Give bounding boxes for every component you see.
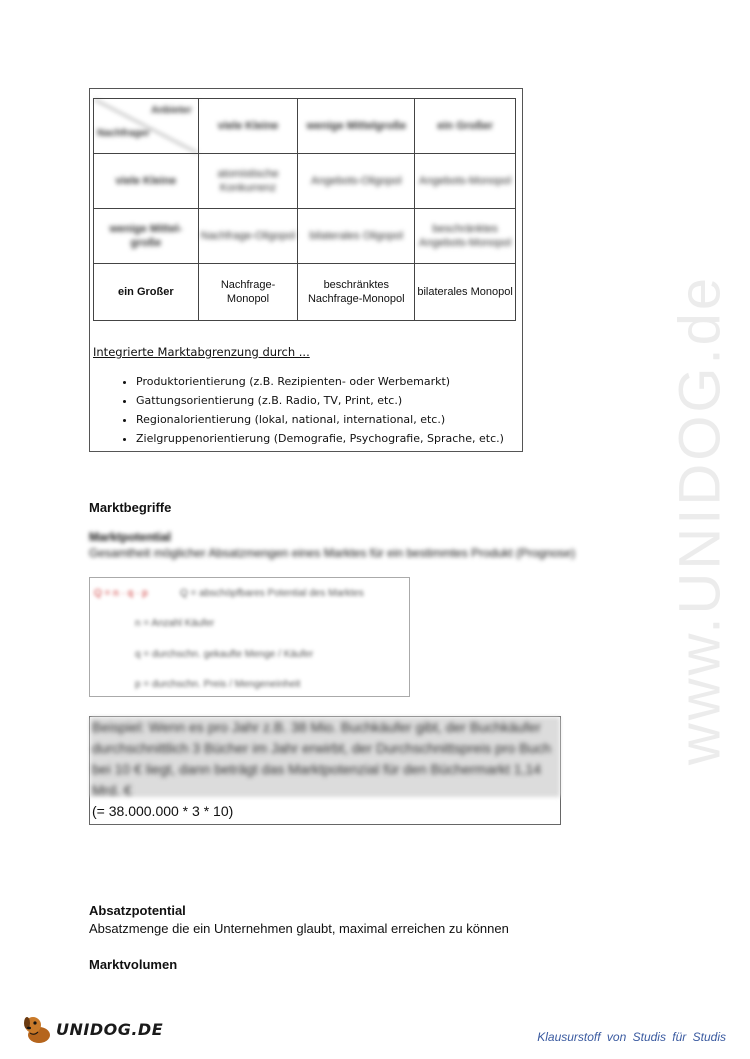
column-header: wenige Mittelgroße: [298, 99, 415, 154]
absatzpotential-text: Absatzmenge die ein Unternehmen glaubt, maximal erreichen zu können: [89, 921, 509, 936]
list-item: • Gattungsorientierung (z.B. Radio, TV, Print, etc.): [136, 391, 504, 410]
table-row: [94, 264, 516, 321]
formula-definition: q = durchschn. gekaufte Menge / Käufer: [135, 649, 314, 660]
table-header-row: [94, 99, 516, 154]
table-row: [94, 154, 516, 209]
integrated-heading: Integrierte Marktabgrenzung durch ...: [93, 345, 310, 359]
column-header: ein Großer: [415, 99, 516, 154]
example-text: Beispiel: Wenn es pro Jahr z.B. 38 Mio. Buchkäufer gibt, der Buchkäufer durchschnittlich 3 Bücher im Jahr erwirbt, der Durchschnittspreis pro Buch bei 10 € liegt, dann beträgt das Marktpotenzial für den Büchermarkt 1,14 Mrd. €: [92, 719, 552, 798]
table-cell: Angebots-Oligopol: [298, 154, 415, 209]
header-anbieter: Anbieter: [151, 105, 192, 116]
table-cell: Nachfrage-Monopol: [198, 264, 298, 321]
table-cell: Angebots-Monopol: [415, 154, 516, 209]
table-cell: atomistische Konkurrenz: [198, 154, 298, 209]
row-header: viele Kleine: [94, 154, 199, 209]
table-row: [94, 209, 516, 264]
table-cell: Nachfrage-Oligopol: [198, 209, 298, 264]
table-cell: bilaterales Monopol: [415, 264, 516, 321]
header-nachfrager: Nachfrager: [97, 128, 150, 139]
list-item: • Produktorientierung (z.B. Rezipienten- oder Werbemarkt): [136, 372, 504, 391]
example-box: [89, 716, 561, 825]
dog-icon: [22, 1013, 54, 1045]
row-header: wenige Mittel-große: [94, 209, 199, 264]
bullet-list: [116, 372, 504, 448]
marktpotential-text: Gesamtheit möglicher Absatzmengen eines Marktes für ein bestimmtes Produkt (Prognose): [89, 546, 576, 560]
table-cell: beschränktes Nachfrage-Monopol: [298, 264, 415, 321]
market-forms-table: [93, 98, 516, 321]
list-item: • Regionalorientierung (lokal, national, international, etc.): [136, 410, 504, 429]
diagonal-header-cell: [94, 99, 199, 154]
watermark: www.UNIDOG.de: [667, 274, 733, 766]
section-heading-marktbegriffe: Marktbegriffe: [89, 500, 172, 515]
formula-definition: n = Anzahl Käufer: [135, 618, 215, 629]
table-cell: bilaterales Oligopol: [298, 209, 415, 264]
formula-definition: p = durchschn. Preis / Mengeneinheit: [135, 679, 301, 690]
row-header: ein Großer: [94, 264, 199, 321]
list-item: • Zielgruppenorientierung (Demografie, Psychografie, Sprache, etc.): [136, 429, 504, 448]
formula-expression: Q = n · q · p: [94, 588, 148, 599]
formula-definition: Q = abschöpfbares Potential des Marktes: [180, 588, 364, 599]
marktvolumen-title: Marktvolumen: [89, 957, 178, 972]
column-header: viele Kleine: [198, 99, 298, 154]
example-calculation: (= 38.000.000 * 3 * 10): [92, 803, 234, 819]
logo-text: UNIDOG.DE: [56, 1019, 164, 1039]
marktpotential-title: Marktpotential: [89, 530, 172, 544]
footer-tagline: Klausurstoff von Studis für Studis: [537, 1030, 726, 1044]
absatzpotential-title: Absatzpotential: [89, 903, 186, 918]
formula-box: [89, 577, 410, 697]
footer-logo: [22, 1013, 163, 1045]
table-cell: beschränktes Angebots-Monopol: [415, 209, 516, 264]
market-forms-figure: [89, 88, 523, 452]
